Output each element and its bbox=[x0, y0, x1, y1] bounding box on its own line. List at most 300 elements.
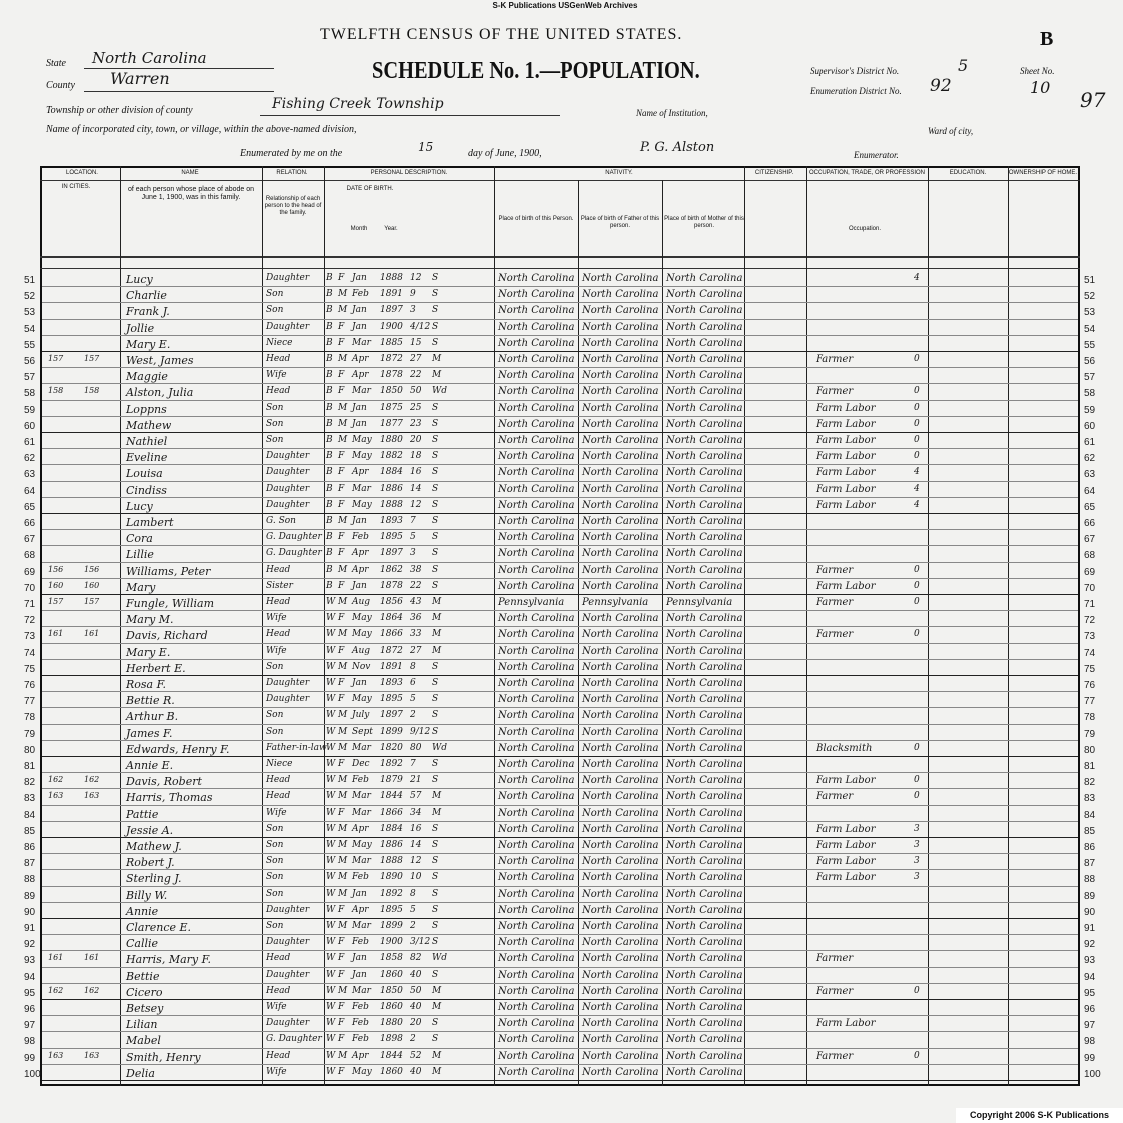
cell-fam: 157 bbox=[84, 597, 100, 606]
line-number-right: 87 bbox=[1084, 858, 1096, 870]
cell-dw: 163 bbox=[48, 791, 64, 801]
cell-name: Jollie bbox=[126, 321, 155, 335]
cell-bm: North Carolina bbox=[666, 969, 743, 981]
cell-name: Lucy bbox=[126, 499, 153, 513]
cell-bf: North Carolina bbox=[582, 823, 659, 835]
cell-c: W bbox=[326, 710, 336, 721]
cell-name: Alston, Julia bbox=[126, 386, 194, 400]
cell-mo: Feb bbox=[352, 1018, 369, 1029]
line-number-right: 73 bbox=[1084, 631, 1096, 643]
cell-name: Bettie R. bbox=[126, 694, 175, 708]
cell-ms: S bbox=[432, 337, 439, 348]
cell-c: B bbox=[326, 532, 333, 543]
cell-ms: S bbox=[432, 823, 439, 834]
cell-dw: 162 bbox=[48, 985, 64, 995]
cell-s: F bbox=[338, 613, 345, 624]
cell-bf: North Carolina bbox=[582, 516, 659, 527]
line-number-right: 80 bbox=[1084, 744, 1096, 756]
cell-occ: Farm Labor bbox=[816, 435, 876, 446]
cell-yr: 1884 bbox=[380, 467, 403, 478]
cell-yr: 1880 bbox=[380, 1018, 403, 1029]
cell-age: 50 bbox=[410, 985, 422, 996]
cell-age: 52 bbox=[410, 1050, 422, 1061]
line-number: 85 bbox=[24, 825, 36, 837]
cell-age: 40 bbox=[410, 1002, 422, 1012]
cell-rel: Son bbox=[266, 289, 284, 300]
cell-bp: North Carolina bbox=[498, 661, 575, 673]
table-row bbox=[0, 271, 1123, 288]
table-row bbox=[0, 741, 1123, 758]
cell-c: W bbox=[326, 1050, 336, 1061]
cell-bp: North Carolina bbox=[498, 418, 575, 430]
cell-age: 18 bbox=[410, 451, 422, 462]
cell-s: M bbox=[338, 435, 348, 445]
line-number-right: 74 bbox=[1084, 647, 1096, 659]
cell-s: F bbox=[338, 580, 345, 591]
cell-bp: North Carolina bbox=[498, 451, 575, 463]
cell-name: Fungle, William bbox=[126, 597, 215, 610]
cell-ms: S bbox=[432, 694, 439, 705]
cell-yr: 1900 bbox=[380, 321, 403, 332]
cell-rel: Head bbox=[266, 629, 291, 640]
cell-bp: North Carolina bbox=[498, 467, 575, 479]
cell-age: 14 bbox=[410, 840, 422, 850]
cell-mo: Aug bbox=[352, 597, 371, 607]
cell-bm: North Carolina bbox=[666, 1002, 743, 1013]
line-number-right: 98 bbox=[1084, 1036, 1096, 1048]
cell-dw: 158 bbox=[48, 386, 64, 396]
cell-yr: 1900 bbox=[380, 937, 403, 948]
line-number: 90 bbox=[24, 906, 36, 918]
subhead-dob: DATE OF BIRTH. bbox=[346, 186, 394, 192]
cell-rel: Son bbox=[266, 888, 284, 899]
cell-c: W bbox=[326, 904, 336, 915]
line-number: 87 bbox=[24, 858, 36, 870]
cell-yr: 1897 bbox=[380, 710, 403, 721]
cell-bp: North Carolina bbox=[498, 1018, 575, 1030]
line-number: 53 bbox=[24, 307, 36, 319]
cell-yr: 1850 bbox=[380, 386, 403, 397]
cell-yr: 1897 bbox=[380, 548, 403, 559]
cell-yr: 1862 bbox=[380, 564, 403, 575]
cell-name: Lambert bbox=[126, 516, 174, 529]
line-number-right: 52 bbox=[1084, 291, 1096, 303]
cell-c: W bbox=[326, 629, 336, 640]
cell-bp: North Carolina bbox=[498, 823, 575, 835]
line-number-right: 85 bbox=[1084, 825, 1096, 837]
cell-yr: 1895 bbox=[380, 694, 403, 705]
cell-name: Eveline bbox=[126, 451, 168, 465]
cell-rel: Daughter bbox=[266, 451, 310, 462]
cell-name: Jessie A. bbox=[126, 823, 174, 837]
cell-bm: North Carolina bbox=[666, 678, 743, 689]
cell-c: B bbox=[326, 321, 333, 332]
cell-rel: Niece bbox=[266, 759, 293, 769]
cell-age: 23 bbox=[410, 418, 422, 429]
cell-occ: Farm Labor bbox=[816, 499, 876, 511]
subhead-birth-mother: Place of birth of Mother of this person. bbox=[664, 216, 744, 229]
cell-bp: North Carolina bbox=[498, 289, 575, 301]
cell-mo: Aug bbox=[352, 645, 371, 656]
table-row bbox=[0, 401, 1123, 418]
cell-fam: 161 bbox=[84, 629, 100, 639]
cell-s: F bbox=[338, 953, 345, 964]
cell-edu: 4 bbox=[914, 483, 920, 494]
table-row bbox=[0, 482, 1123, 499]
cell-edu: 0 bbox=[914, 1050, 920, 1061]
line-number: 72 bbox=[24, 615, 36, 627]
line-number: 94 bbox=[24, 971, 36, 983]
cell-ms: S bbox=[432, 499, 439, 510]
page-number: 97 bbox=[1080, 88, 1106, 112]
line-number-right: 64 bbox=[1084, 485, 1096, 497]
cell-s: F bbox=[338, 678, 345, 688]
cell-bf: North Carolina bbox=[582, 888, 659, 900]
cell-ms: S bbox=[432, 402, 439, 413]
cell-edu: 3 bbox=[914, 840, 920, 850]
cell-ms: M bbox=[432, 645, 442, 656]
cell-bp: North Carolina bbox=[498, 580, 575, 592]
cell-mo: May bbox=[352, 451, 372, 462]
table-row bbox=[0, 870, 1123, 887]
cell-bf: North Carolina bbox=[582, 548, 659, 560]
line-number-right: 59 bbox=[1084, 404, 1096, 416]
cell-s: F bbox=[338, 1018, 345, 1029]
table-row bbox=[0, 563, 1123, 580]
cell-name: Clarence E. bbox=[126, 921, 192, 934]
cell-bp: North Carolina bbox=[498, 516, 575, 527]
cell-bf: North Carolina bbox=[582, 661, 659, 673]
cell-bm: North Carolina bbox=[666, 451, 743, 463]
cell-rel: G. Daughter bbox=[266, 548, 322, 559]
enumerator-suffix: Enumerator. bbox=[854, 150, 899, 160]
cell-ms: S bbox=[432, 289, 439, 300]
cell-name: Rosa F. bbox=[126, 678, 167, 691]
line-number: 58 bbox=[24, 388, 36, 400]
cell-bf: North Carolina bbox=[582, 532, 659, 544]
township-value: Fishing Creek Township bbox=[272, 96, 444, 112]
cell-yr: 1899 bbox=[380, 921, 403, 931]
cell-ms: S bbox=[432, 937, 439, 948]
table-row bbox=[0, 514, 1123, 531]
cell-s: F bbox=[338, 321, 345, 332]
schedule-title: SCHEDULE No. 1.—POPULATION. bbox=[372, 58, 700, 84]
cell-bp: North Carolina bbox=[498, 888, 575, 900]
cell-name: Lilian bbox=[126, 1018, 158, 1032]
cell-rel: Wife bbox=[266, 1002, 287, 1012]
cell-bf: North Carolina bbox=[582, 273, 659, 284]
cell-age: 43 bbox=[410, 597, 422, 607]
cell-occ: Farmer bbox=[816, 386, 854, 398]
table-row bbox=[0, 919, 1123, 936]
cell-bf: North Carolina bbox=[582, 402, 659, 414]
line-number-right: 90 bbox=[1084, 906, 1096, 918]
cell-bf: North Carolina bbox=[582, 289, 659, 301]
cell-edu: 3 bbox=[914, 823, 920, 834]
cell-c: B bbox=[326, 580, 333, 591]
table-row bbox=[0, 789, 1123, 806]
cell-name: Herbert E. bbox=[126, 661, 186, 675]
cell-bm: North Carolina bbox=[666, 856, 743, 868]
cell-rel: Wife bbox=[266, 1066, 287, 1077]
cell-bp: North Carolina bbox=[498, 1002, 575, 1013]
cell-bf: North Carolina bbox=[582, 1018, 659, 1030]
table-row bbox=[0, 935, 1123, 952]
line-number-right: 57 bbox=[1084, 372, 1096, 384]
cell-rel: Son bbox=[266, 435, 284, 445]
cell-dw: 160 bbox=[48, 580, 64, 590]
line-number-right: 93 bbox=[1084, 955, 1096, 967]
cell-c: W bbox=[326, 791, 336, 802]
cell-age: 12 bbox=[410, 273, 422, 283]
cell-ms: Wd bbox=[432, 742, 448, 753]
cell-mo: Mar bbox=[352, 483, 371, 494]
cell-c: W bbox=[326, 645, 336, 656]
cell-bp: North Carolina bbox=[498, 532, 575, 544]
cell-yr: 1888 bbox=[380, 273, 403, 283]
cell-name: Louisa bbox=[126, 467, 163, 481]
cell-bm: North Carolina bbox=[666, 1034, 743, 1046]
cell-s: M bbox=[338, 888, 348, 899]
cell-edu: 0 bbox=[914, 985, 920, 996]
cell-mo: Apr bbox=[352, 354, 369, 364]
line-number-right: 83 bbox=[1084, 793, 1096, 805]
cell-bp: North Carolina bbox=[498, 645, 575, 657]
cell-yr: 1885 bbox=[380, 337, 403, 348]
cell-mo: May bbox=[352, 1066, 372, 1077]
cell-bm: North Carolina bbox=[666, 321, 743, 333]
cell-bp: North Carolina bbox=[498, 969, 575, 981]
subhead-occupation: Occupation. bbox=[848, 226, 882, 232]
cell-bm: North Carolina bbox=[666, 435, 743, 446]
cell-occ: Farmer bbox=[816, 791, 854, 803]
line-number-right: 95 bbox=[1084, 987, 1096, 999]
cell-c: W bbox=[326, 840, 336, 850]
cell-bm: North Carolina bbox=[666, 791, 743, 803]
cell-dw: 163 bbox=[48, 1050, 64, 1060]
group-relation: RELATION. bbox=[276, 170, 308, 176]
table-row bbox=[0, 725, 1123, 742]
cell-c: W bbox=[326, 872, 336, 883]
cell-bm: North Carolina bbox=[666, 467, 743, 479]
cell-rel: Wife bbox=[266, 613, 287, 624]
cell-bp: North Carolina bbox=[498, 953, 575, 965]
cell-age: 3 bbox=[410, 548, 416, 559]
cell-s: F bbox=[338, 548, 345, 559]
line-number-right: 69 bbox=[1084, 566, 1096, 578]
line-number: 73 bbox=[24, 631, 36, 643]
cell-yr: 1877 bbox=[380, 418, 403, 429]
cell-yr: 1888 bbox=[380, 499, 403, 510]
table-row bbox=[0, 498, 1123, 515]
supervisor-value: 5 bbox=[958, 56, 969, 75]
cell-bp: North Carolina bbox=[498, 1034, 575, 1046]
cell-occ: Farm Labor bbox=[816, 840, 876, 851]
cell-s: F bbox=[338, 273, 345, 283]
line-number-right: 99 bbox=[1084, 1052, 1096, 1064]
cell-bm: North Carolina bbox=[666, 742, 743, 754]
cell-name: Mary M. bbox=[126, 613, 174, 627]
cell-mo: Jan bbox=[352, 418, 367, 429]
table-row bbox=[0, 611, 1123, 628]
cell-rel: Head bbox=[266, 564, 291, 575]
cell-age: 82 bbox=[410, 953, 422, 964]
cell-occ: Farmer bbox=[816, 629, 854, 641]
cell-dw: 156 bbox=[48, 564, 64, 574]
cell-yr: 1890 bbox=[380, 872, 403, 883]
cell-s: M bbox=[338, 726, 348, 737]
cell-bf: North Carolina bbox=[582, 759, 659, 770]
cell-bm: North Carolina bbox=[666, 726, 743, 738]
cell-ms: M bbox=[432, 1002, 442, 1012]
cell-age: 20 bbox=[410, 435, 422, 445]
cell-mo: Mar bbox=[352, 386, 371, 397]
cell-bp: North Carolina bbox=[498, 807, 575, 819]
cell-bm: North Carolina bbox=[666, 645, 743, 657]
cell-rel: Head bbox=[266, 386, 291, 397]
cell-s: F bbox=[338, 1066, 345, 1077]
cell-edu: 4 bbox=[914, 273, 920, 283]
cell-bm: North Carolina bbox=[666, 273, 743, 284]
cell-yr: 1850 bbox=[380, 985, 403, 996]
enumeration-label: Enumeration District No. bbox=[810, 86, 902, 96]
line-number-right: 72 bbox=[1084, 615, 1096, 627]
cell-rel: Daughter bbox=[266, 499, 310, 510]
cell-s: M bbox=[338, 629, 348, 640]
cell-bf: North Carolina bbox=[582, 305, 659, 317]
cell-name: Billy W. bbox=[126, 888, 168, 902]
cell-name: Betsey bbox=[126, 1002, 164, 1015]
cell-name: Annie E. bbox=[126, 759, 174, 772]
cell-rel: Son bbox=[266, 823, 284, 834]
cell-age: 8 bbox=[410, 661, 416, 672]
cell-name: Callie bbox=[126, 937, 159, 951]
cell-age: 5 bbox=[410, 694, 416, 705]
cell-bf: North Carolina bbox=[582, 1002, 659, 1013]
cell-name: Mathew J. bbox=[126, 840, 182, 853]
cell-mo: Jan bbox=[352, 273, 367, 283]
line-number: 54 bbox=[24, 323, 36, 335]
cell-bf: North Carolina bbox=[582, 370, 659, 382]
line-number: 96 bbox=[24, 1004, 36, 1015]
cell-yr: 1872 bbox=[380, 354, 403, 364]
cell-s: F bbox=[338, 694, 345, 705]
cell-bm: North Carolina bbox=[666, 953, 743, 965]
cell-edu: 0 bbox=[914, 435, 920, 445]
line-number-right: 53 bbox=[1084, 307, 1096, 319]
cell-c: W bbox=[326, 726, 336, 737]
cell-name: James F. bbox=[126, 726, 173, 740]
cell-bp: North Carolina bbox=[498, 273, 575, 284]
cell-bm: North Carolina bbox=[666, 1018, 743, 1030]
cell-c: B bbox=[326, 289, 333, 300]
line-number-right: 62 bbox=[1084, 453, 1096, 465]
line-number: 60 bbox=[24, 420, 36, 432]
group-ownership: OWNERSHIP OF HOME. bbox=[1008, 170, 1078, 176]
cell-bp: North Carolina bbox=[498, 937, 575, 949]
cell-dw: 162 bbox=[48, 775, 64, 785]
cell-yr: 1866 bbox=[380, 807, 403, 818]
enumerated-day: 15 bbox=[418, 140, 434, 154]
cell-bm: North Carolina bbox=[666, 516, 743, 527]
cell-s: M bbox=[338, 985, 348, 996]
cell-age: 27 bbox=[410, 354, 422, 364]
cell-edu: 0 bbox=[914, 629, 920, 640]
cell-ms: S bbox=[432, 904, 439, 915]
cell-rel: Daughter bbox=[266, 467, 310, 478]
cell-mo: Apr bbox=[352, 467, 369, 478]
table-row bbox=[0, 708, 1123, 725]
cell-mo: Mar bbox=[352, 807, 371, 818]
cell-mo: Mar bbox=[352, 856, 371, 867]
cell-rel: G. Daughter bbox=[266, 1034, 322, 1045]
cell-bp: North Carolina bbox=[498, 548, 575, 560]
cell-dw: 157 bbox=[48, 597, 64, 606]
cell-bf: North Carolina bbox=[582, 564, 659, 576]
cell-bm: North Carolina bbox=[666, 402, 743, 414]
cell-ms: S bbox=[432, 710, 439, 721]
table-row bbox=[0, 352, 1123, 369]
cell-bm: North Carolina bbox=[666, 580, 743, 592]
cell-bf: Pennsylvania bbox=[582, 597, 649, 608]
cell-fam: 158 bbox=[84, 386, 100, 396]
cell-s: M bbox=[338, 418, 348, 429]
cell-yr: 1880 bbox=[380, 435, 403, 445]
cell-bp: North Carolina bbox=[498, 370, 575, 382]
cell-c: W bbox=[326, 888, 336, 899]
cell-fam: 157 bbox=[84, 354, 100, 363]
line-number: 80 bbox=[24, 744, 36, 756]
line-number-right: 79 bbox=[1084, 728, 1096, 740]
cell-c: B bbox=[326, 564, 333, 575]
cell-rel: Son bbox=[266, 418, 284, 429]
cell-occ: Farm Labor bbox=[816, 418, 876, 430]
cell-occ: Blacksmith bbox=[816, 742, 873, 754]
cell-s: F bbox=[338, 904, 345, 915]
cell-name: Edwards, Henry F. bbox=[126, 742, 230, 756]
cell-bf: North Carolina bbox=[582, 872, 659, 884]
page-title: TWELFTH CENSUS OF THE UNITED STATES. bbox=[320, 26, 683, 43]
cell-yr: 1892 bbox=[380, 888, 403, 899]
cell-yr: 1864 bbox=[380, 613, 403, 624]
cell-s: M bbox=[338, 823, 348, 834]
cell-yr: 1875 bbox=[380, 402, 403, 413]
table-row bbox=[0, 676, 1123, 693]
cell-edu: 0 bbox=[914, 354, 920, 364]
cell-occ: Farm Labor bbox=[816, 451, 876, 463]
cell-age: 25 bbox=[410, 402, 422, 413]
line-number-right: 78 bbox=[1084, 712, 1096, 724]
subhead-year: Year. bbox=[384, 226, 398, 232]
cell-bp: North Carolina bbox=[498, 386, 575, 398]
cell-bf: North Carolina bbox=[582, 969, 659, 981]
cell-bf: North Carolina bbox=[582, 354, 659, 365]
cell-rel: Daughter bbox=[266, 937, 310, 948]
line-number: 56 bbox=[24, 356, 36, 367]
cell-occ: Farmer bbox=[816, 354, 854, 365]
table-row bbox=[0, 806, 1123, 823]
cell-bf: North Carolina bbox=[582, 499, 659, 511]
cell-name: Mabel bbox=[126, 1034, 161, 1048]
cell-dw: 161 bbox=[48, 629, 64, 639]
cell-rel: Wife bbox=[266, 645, 287, 656]
line-number-right: 61 bbox=[1084, 437, 1096, 448]
cell-rel: Wife bbox=[266, 370, 287, 381]
cell-yr: 1882 bbox=[380, 451, 403, 462]
table-row bbox=[0, 384, 1123, 401]
cell-c: B bbox=[326, 548, 333, 559]
cell-age: 16 bbox=[410, 823, 422, 834]
